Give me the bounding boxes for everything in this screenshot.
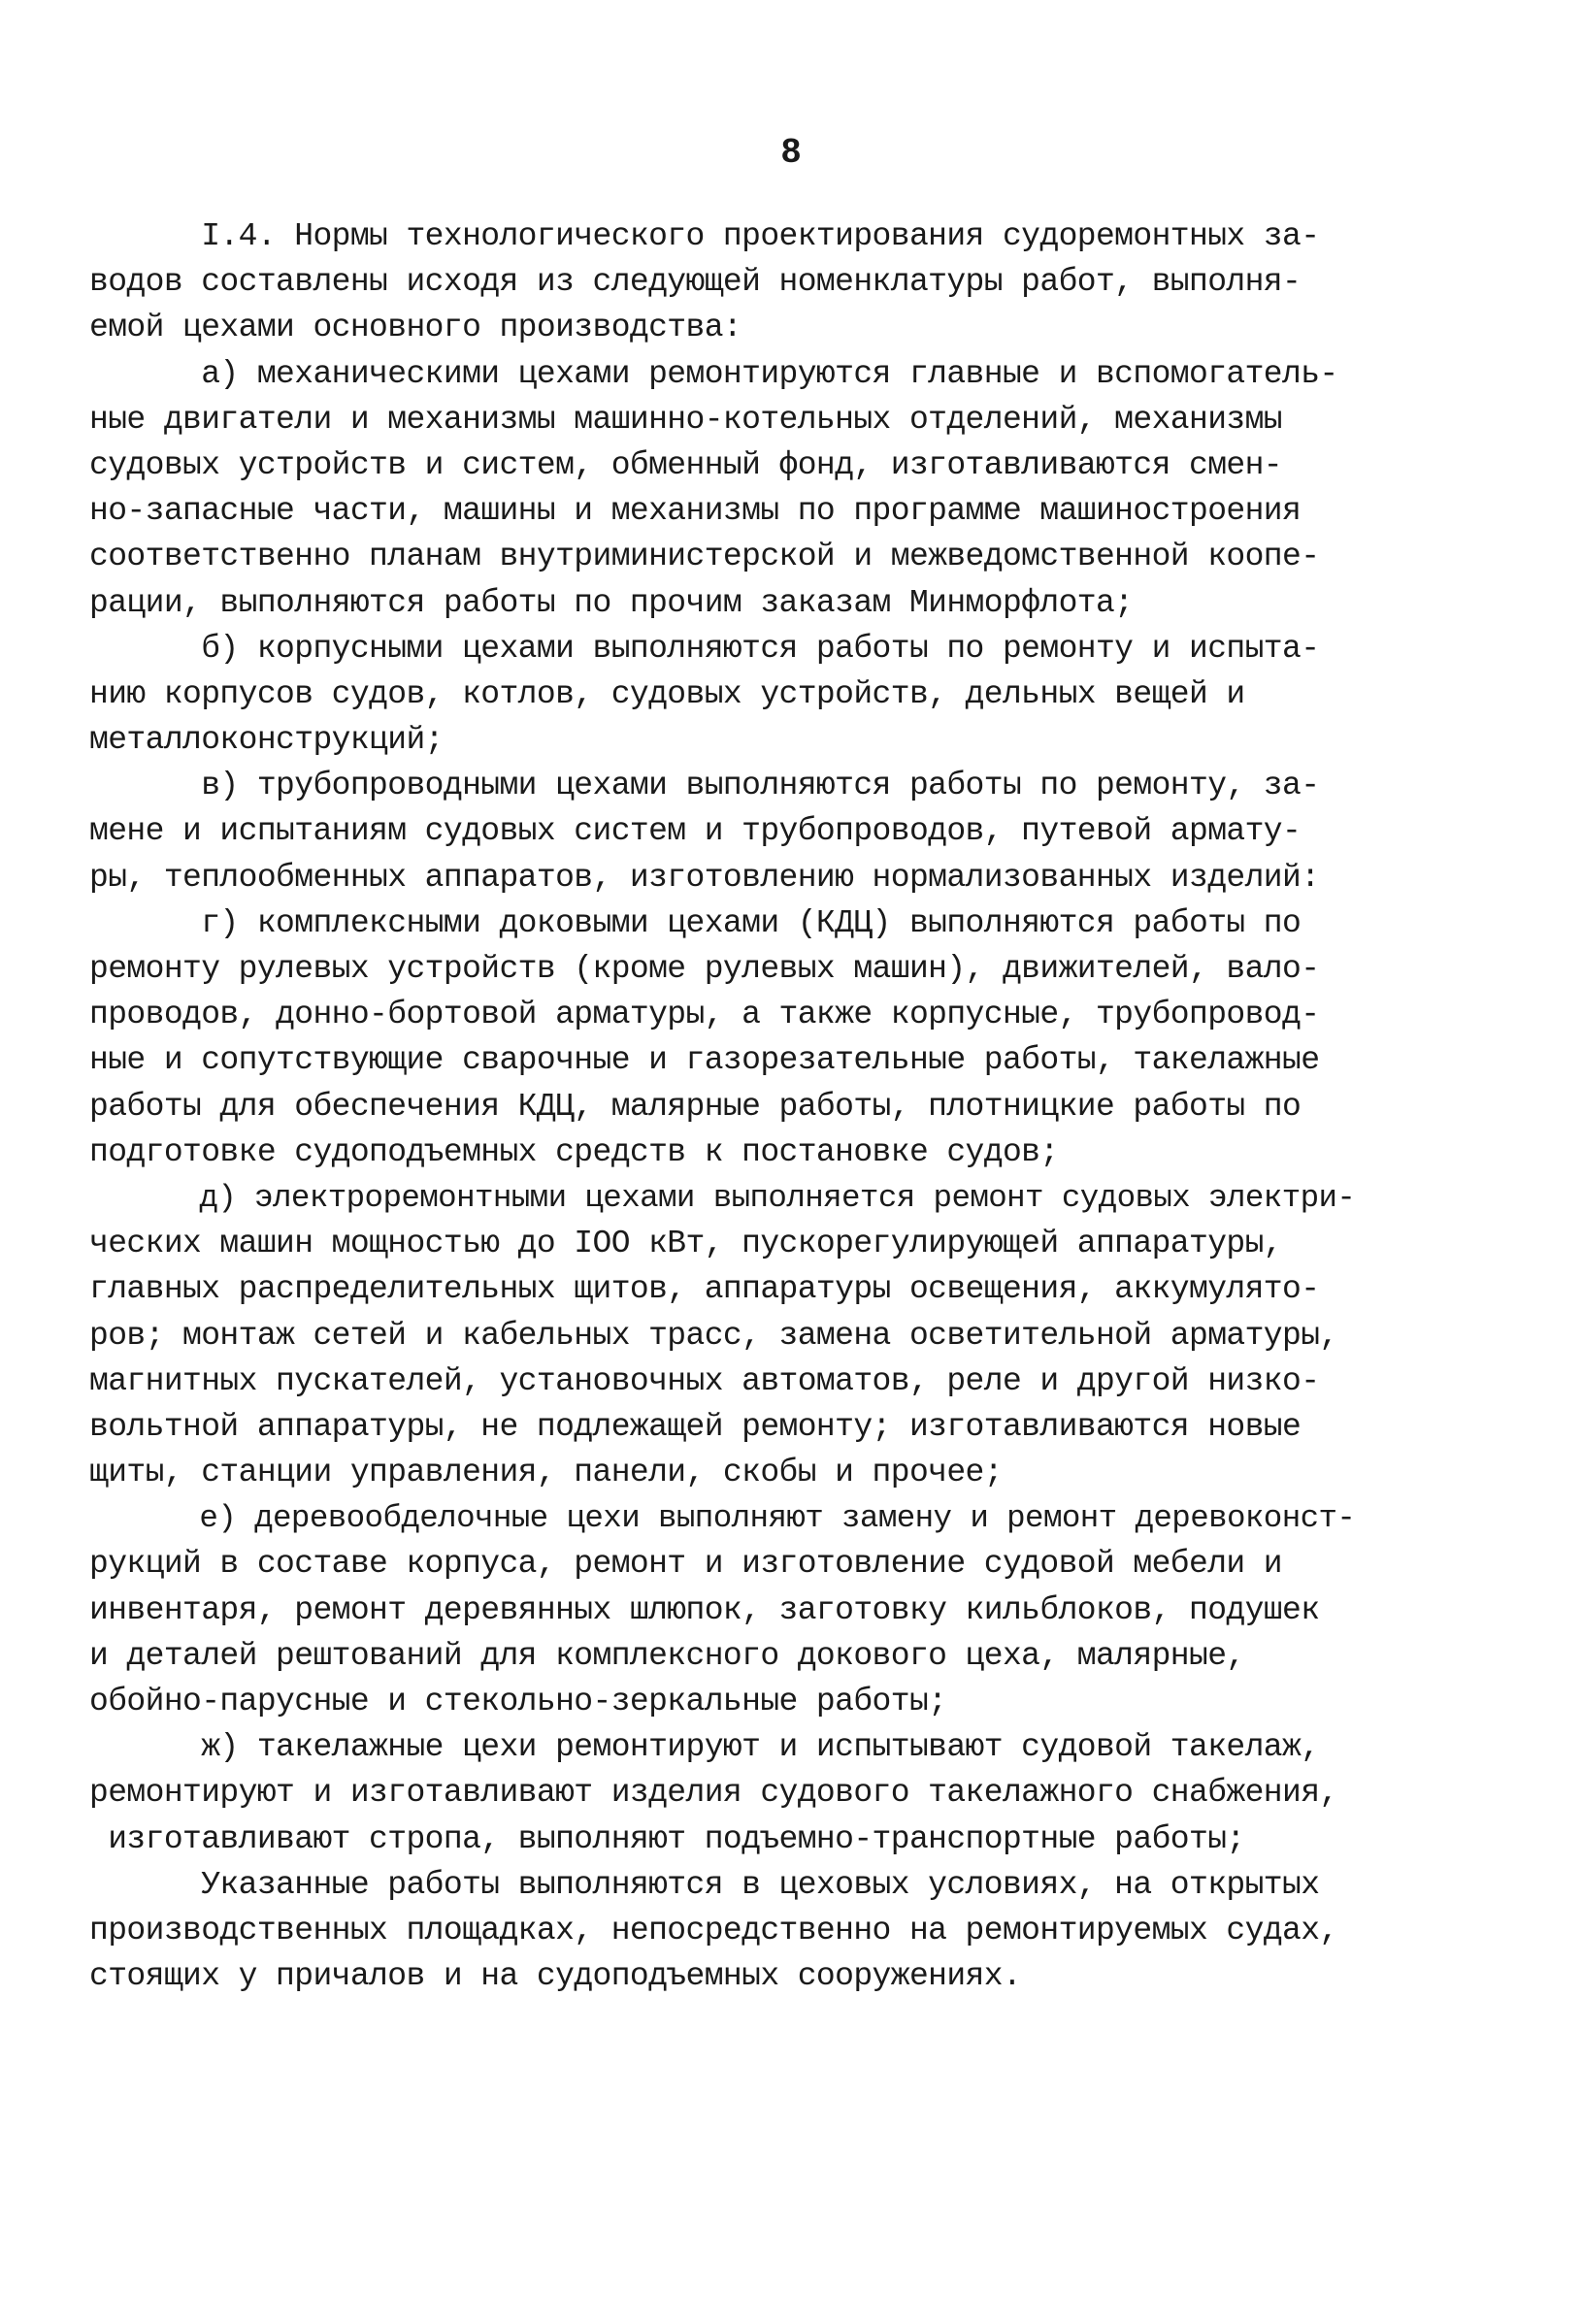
text-line: рации, выполняются работы по прочим заказам Минморфлота;	[89, 584, 1134, 621]
text-line: ры, теплообменных аппаратов, изготовлению нормализованных изделий:	[89, 859, 1320, 896]
text-line: рукций в составе корпуса, ремонт и изготовление судовой мебели и	[89, 1546, 1283, 1583]
text-line: ческих машин мощностью до IOO кВт, пускорегулирующей аппаратуры,	[89, 1226, 1283, 1262]
text-line: в) трубопроводными цехами выполняются работы по ремонту, за-	[89, 768, 1320, 804]
text-line: производственных площадках, непосредственно на ремонтируемых судах,	[89, 1912, 1338, 1948]
text-line: I.4. Нормы технологического проектирования судоремонтных за-	[89, 218, 1320, 254]
text-line: металлоконструкций;	[89, 722, 444, 759]
text-line: ные двигатели и механизмы машинно-котельных отделений, механизмы	[89, 401, 1283, 438]
text-line: д) электроремонтными цехами выполняется ремонт судовых электри-	[89, 1179, 1356, 1216]
text-line: инвентаря, ремонт деревянных шлюпок, заготовку кильблоков, подушек	[89, 1591, 1320, 1628]
text-line: е) деревообделочные цехи выполняют замену и ремонт деревоконст-	[89, 1500, 1356, 1537]
text-line: ремонтируют и изготавливают изделия судового такелажного снабжения,	[89, 1775, 1338, 1812]
text-line: мене и испытаниям судовых систем и трубопроводов, путевой армату-	[89, 813, 1302, 850]
text-line: Указанные работы выполняются в цеховых условиях, на открытых	[89, 1866, 1320, 1903]
text-line: б) корпусными цехами выполняются работы по ремонту и испыта-	[89, 630, 1320, 667]
text-line: вольтной аппаратуры, не подлежащей ремонту; изготавливаются новые	[89, 1408, 1302, 1445]
text-line: нию корпусов судов, котлов, судовых устройств, дельных вещей и	[89, 675, 1245, 712]
text-line: соответственно планам внутриминистерской и межведомственной коопе-	[89, 539, 1320, 575]
text-line: подготовке судоподъемных средств к постановке судов;	[89, 1133, 1059, 1170]
text-line: водов составлены исходя из следующей номенклатуры работ, выполня-	[89, 264, 1302, 301]
text-line: работы для обеспечения КДЦ, малярные работы, плотницкие работы по	[89, 1088, 1302, 1125]
text-line: емой цехами основного производства:	[89, 310, 742, 346]
text-line: ремонту рулевых устройств (кроме рулевых машин), движителей, вало-	[89, 951, 1320, 987]
text-line: но-запасные части, машины и механизмы по программе машиностроения	[89, 493, 1302, 530]
body-text	[89, 213, 1361, 1999]
text-line: а) механическими цехами ремонтируются главные и вспомогатель-	[89, 355, 1338, 392]
text-line: главных распределительных щитов, аппаратуры освещения, аккумулято-	[89, 1271, 1320, 1308]
text-line: ров; монтаж сетей и кабельных трасс, замена осветительной арматуры,	[89, 1317, 1338, 1354]
text-line: изготавливают стропа, выполняют подъемно-транспортные работы;	[89, 1820, 1245, 1857]
text-line: щиты, станции управления, панели, скобы и прочее;	[89, 1455, 1003, 1491]
text-line: ж) такелажные цехи ремонтируют и испытывают судовой такелаж,	[89, 1729, 1320, 1766]
text-line: обойно-парусные и стекольно-зеркальные работы;	[89, 1684, 947, 1719]
text-line: судовых устройств и систем, обменный фонд, изготавливаются смен-	[89, 446, 1283, 483]
page-number: 8	[780, 133, 802, 173]
text-line: ные и сопутствующие сварочные и газорезательные работы, такелажные	[89, 1042, 1320, 1079]
text-line: и деталей рештований для комплексного докового цеха, малярные,	[89, 1637, 1245, 1674]
text-line: г) комплексными доковыми цехами (КДЦ) выполняются работы по	[89, 904, 1302, 941]
text-line: стоящих у причалов и на судоподъемных сооружениях.	[89, 1958, 1022, 1995]
text-line: проводов, донно-бортовой арматуры, а также корпусные, трубопровод-	[89, 997, 1320, 1033]
text-line: магнитных пускателей, установочных автоматов, реле и другой низко-	[89, 1362, 1320, 1399]
